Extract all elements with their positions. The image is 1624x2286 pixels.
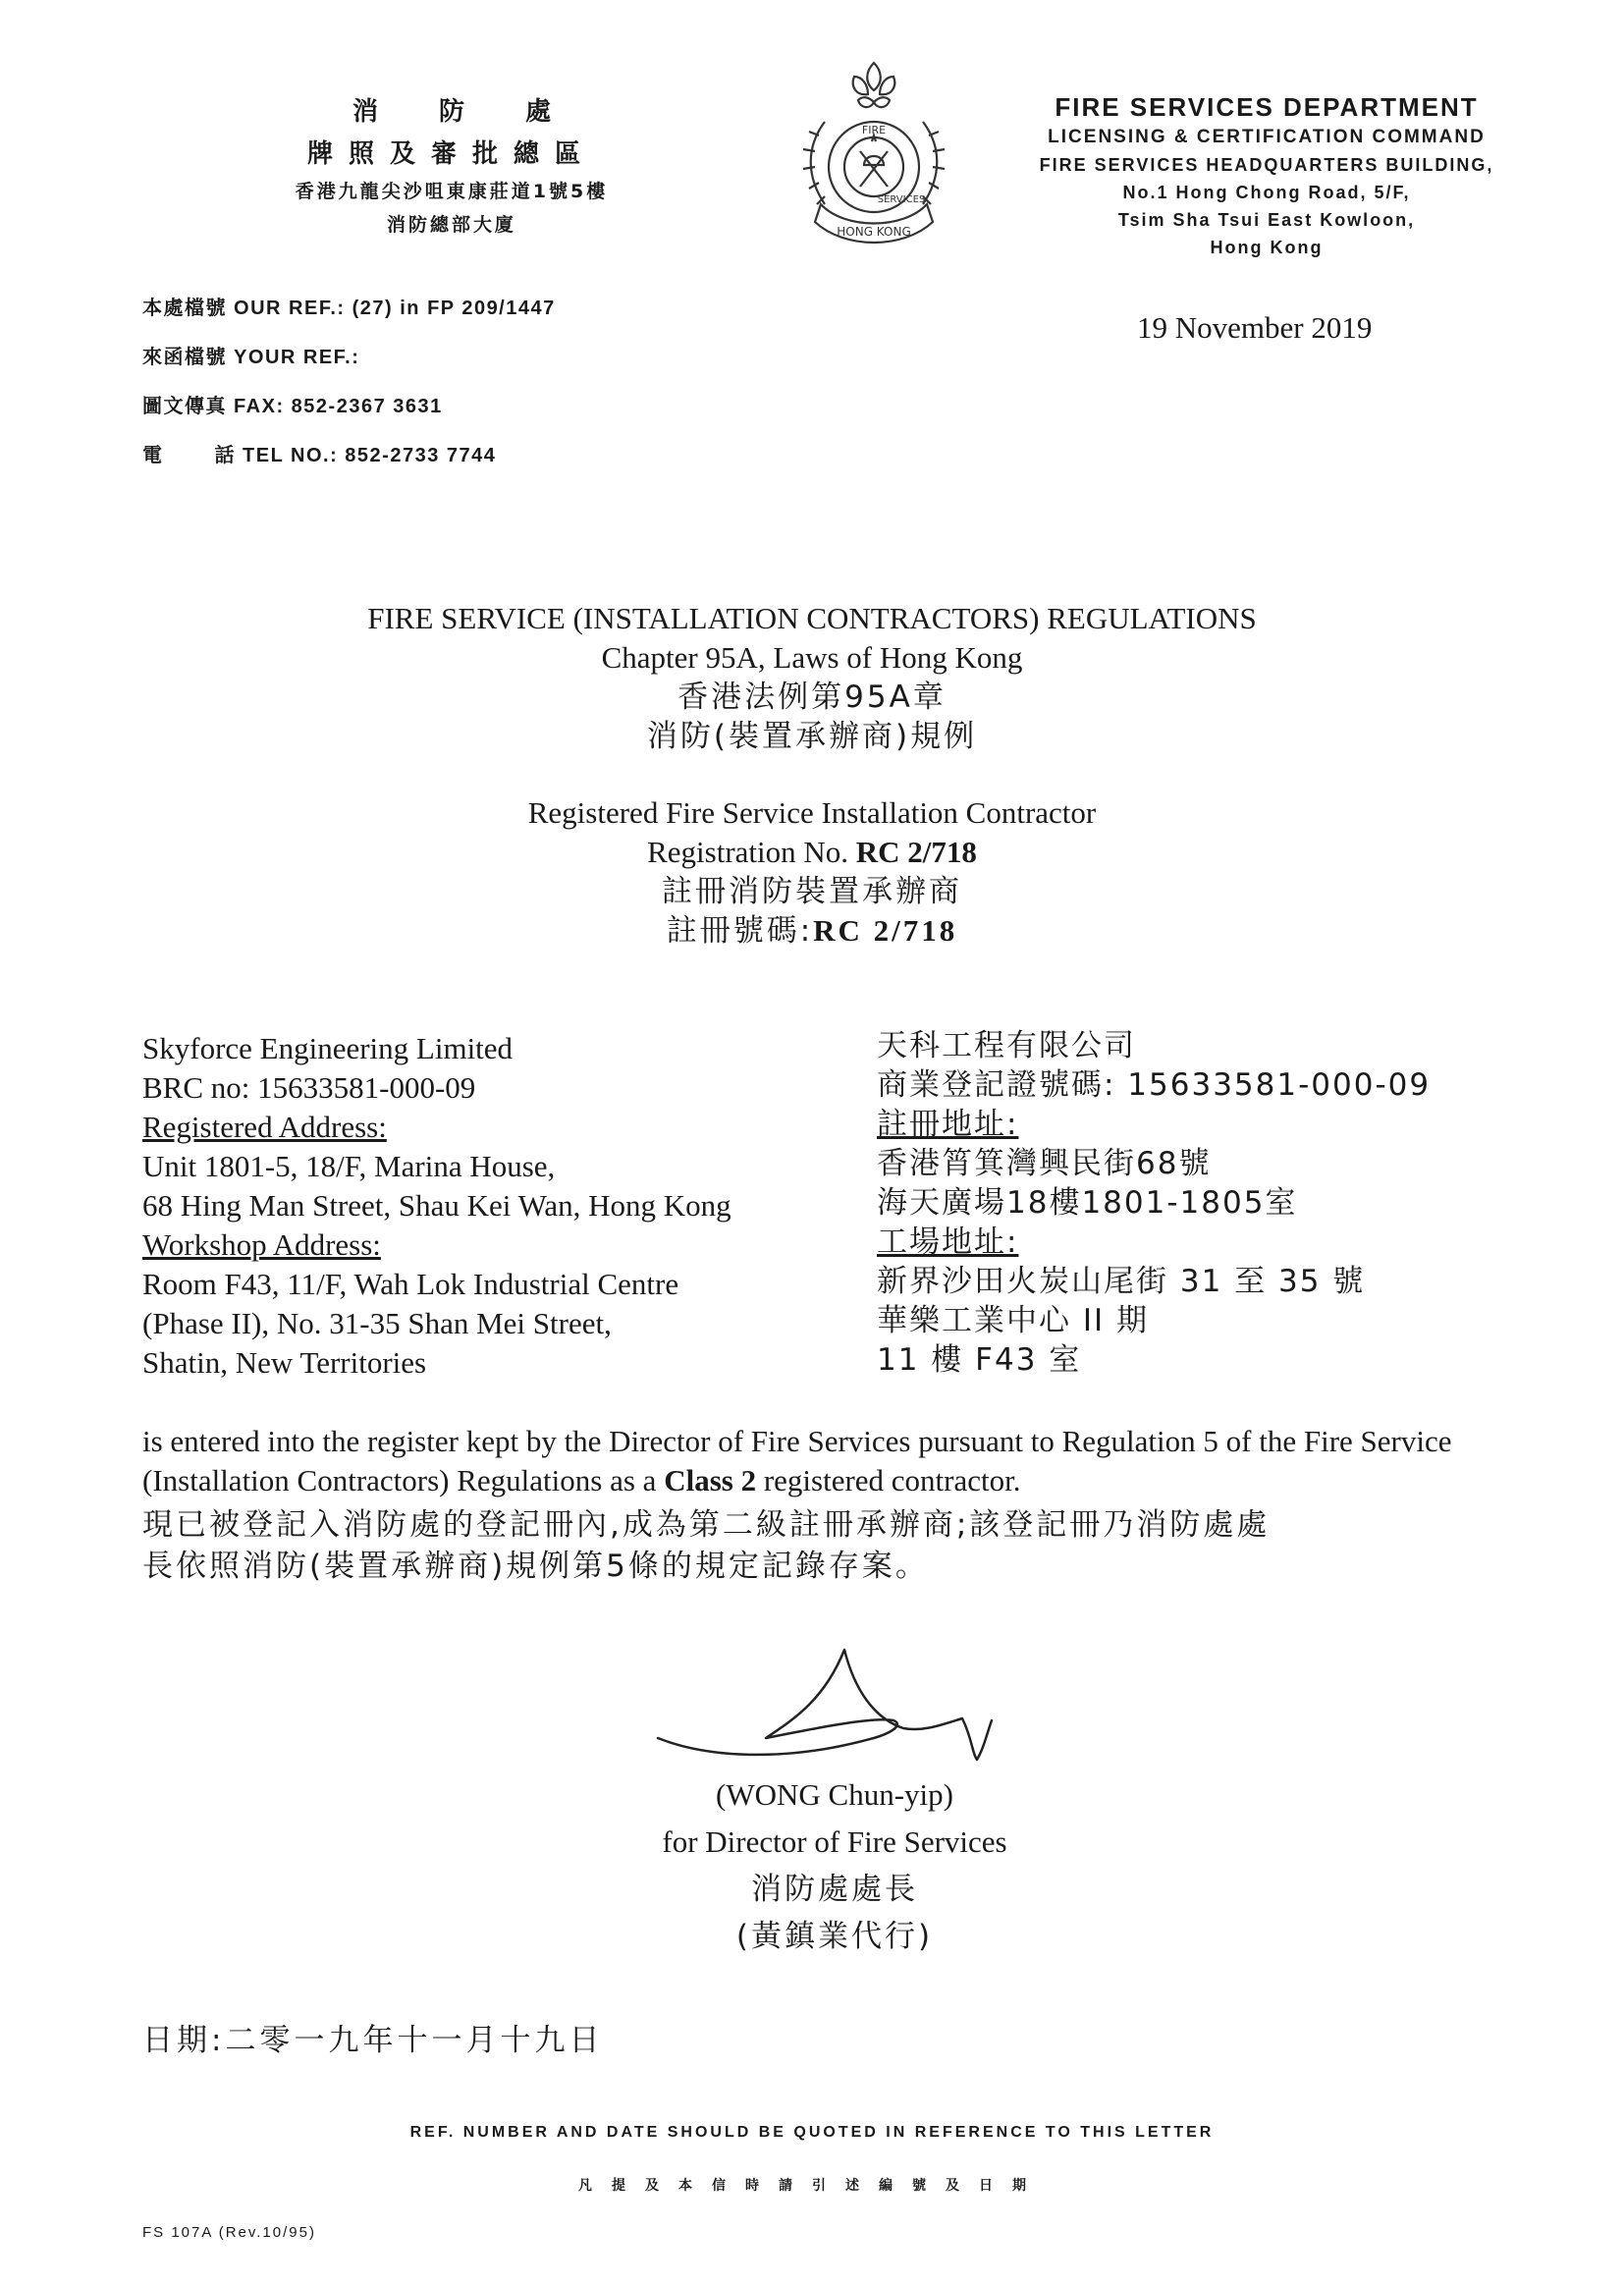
fire-services-emblem-icon — [785, 57, 962, 283]
workshop-address-label: Workshop Address: — [142, 1227, 381, 1262]
registration-line-2: Registration No. RC 2/718 — [647, 835, 977, 869]
regulations-title — [196, 599, 1428, 756]
workshop-address-zh-line-1: 新界沙田火炭山尾街 31 至 35 號 — [877, 1264, 1366, 1299]
registered-address-zh-line-1: 香港筲箕灣興民街68號 — [877, 1146, 1212, 1181]
tel-label: 電 — [142, 445, 164, 466]
contractor-class: Class 2 — [664, 1463, 757, 1497]
registered-address-zh-line-2: 海天廣場18樓1801-1805室 — [877, 1185, 1298, 1221]
brc-number-en: BRC no: 15633581-000-09 — [142, 1070, 476, 1105]
registration-number: RC 2/718 — [855, 835, 977, 869]
title-line-1: FIRE SERVICE (INSTALLATION CONTRACTORS) REGULATIONS — [367, 601, 1257, 635]
registration-block — [196, 793, 1428, 951]
address-english — [142, 1029, 731, 1383]
registered-address-line-2: 68 Hing Man Street, Shau Kei Wan, Hong Kong — [142, 1188, 731, 1223]
registered-address-line-1: Unit 1801-5, 18/F, Marina House, — [142, 1149, 556, 1183]
title-line-3: 香港法例第95A章 — [677, 680, 947, 715]
registered-address-label: Registered Address: — [142, 1110, 387, 1144]
statement-zh-line-1: 現已被登記入消防處的登記冊內,成為第二級註冊承辦商;該登記冊乃消防處處 — [142, 1507, 1271, 1543]
letter-date: 19 November 2019 — [1137, 310, 1373, 345]
brc-number-zh: 商業登記證號碼: 15633581-000-09 — [877, 1067, 1432, 1103]
command-name-zh: 牌照及審批總區 — [306, 139, 596, 169]
header-english — [982, 90, 1551, 261]
workshop-address-line-2: (Phase II), No. 31-35 Shan Mei Street, — [142, 1306, 612, 1340]
form-number: FS 107A (Rev.10/95) — [142, 2224, 316, 2241]
company-name-en: Skyforce Engineering Limited — [142, 1031, 514, 1065]
district-en: Tsim Sha Tsui East Kowloon, — [1117, 210, 1416, 230]
title-line-4: 消防(裝置承辦商)規例 — [646, 719, 978, 754]
address-chinese — [877, 1026, 1431, 1380]
company-name-zh: 天科工程有限公司 — [877, 1028, 1136, 1063]
workshop-address-line-3: Shatin, New Territories — [142, 1345, 427, 1380]
street-en: No.1 Hong Chong Road, 5/F, — [1122, 183, 1411, 202]
workshop-address-label-zh: 工場地址: — [877, 1225, 1019, 1260]
command-name-en: LICENSING & CERTIFICATION COMMAND — [1048, 127, 1486, 147]
statement-english: is entered into the register kept by the Director of Fire Services pursuant to Regulation 5 of the Fire Service (Installation Contractors) Regulations as a Class 2 registered contractor. — [142, 1424, 1452, 1497]
dept-name-zh: 消防處 — [352, 97, 612, 127]
workshop-address-zh-line-2: 華樂工業中心 II 期 — [877, 1303, 1149, 1338]
footer-note-zh: 凡提及本信時請引述編號及日期 — [578, 2178, 1046, 2194]
emblem-text-mid: SERVICES — [877, 194, 926, 205]
signer-role-zh: 消防處處長 — [751, 1872, 918, 1907]
city-en: Hong Kong — [1210, 238, 1324, 257]
signer-block — [550, 1771, 1119, 1960]
building-zh: 消防總部大廈 — [386, 214, 516, 236]
emblem-text-top: FIRE — [861, 124, 887, 136]
footer-note-en: REF. NUMBER AND DATE SHOULD BE QUOTED IN REFERENCE TO THIS LETTER — [409, 2124, 1215, 2141]
signer-name-zh: (黃鎮業代行) — [735, 1919, 934, 1954]
registered-address-label-zh: 註冊地址: — [877, 1107, 1019, 1142]
statement-chinese — [142, 1504, 1537, 1587]
statement-zh-line-2: 長依照消防(裝置承辦商)規例第5條的規定記錄存案。 — [142, 1549, 929, 1584]
registration-line-3: 註冊消防裝置承辦商 — [662, 874, 962, 909]
your-ref: 來函檔號 YOUR REF.: — [142, 347, 360, 368]
registration-number-zh: RC 2/718 — [813, 913, 958, 948]
our-ref: 本處檔號 OUR REF.: (27) in FP 209/1447 — [142, 298, 556, 319]
building-en: FIRE SERVICES HEADQUARTERS BUILDING, — [1039, 155, 1494, 175]
reference-block — [142, 293, 556, 489]
signature-icon — [648, 1630, 1021, 1768]
registration-line-4: 註冊號碼:RC 2/718 — [666, 913, 958, 949]
signer-role: for Director of Fire Services — [662, 1824, 1007, 1859]
letter-date-zh: 日期:二零一九年十一月十九日 — [142, 2023, 604, 2058]
workshop-address-zh-line-3: 11 樓 F43 室 — [877, 1342, 1082, 1378]
fax-number: 圖文傳真 FAX: 852-2367 3631 — [142, 396, 443, 417]
registration-line-1: Registered Fire Service Installation Contractor — [527, 795, 1097, 830]
emblem-text-bottom: HONG KONG — [837, 225, 911, 239]
dept-name-en: FIRE SERVICES DEPARTMENT — [1055, 92, 1479, 122]
signer-name: (WONG Chun-yip) — [716, 1777, 953, 1812]
title-line-2: Chapter 95A, Laws of Hong Kong — [601, 640, 1023, 675]
address-zh: 香港九龍尖沙咀東康莊道1號5樓 — [295, 181, 609, 202]
header-chinese — [226, 90, 677, 242]
workshop-address-line-1: Room F43, 11/F, Wah Lok Industrial Centre — [142, 1267, 679, 1301]
tel-value: 話 TEL NO.: 852-2733 7744 — [214, 445, 497, 466]
tel-number — [142, 440, 556, 489]
